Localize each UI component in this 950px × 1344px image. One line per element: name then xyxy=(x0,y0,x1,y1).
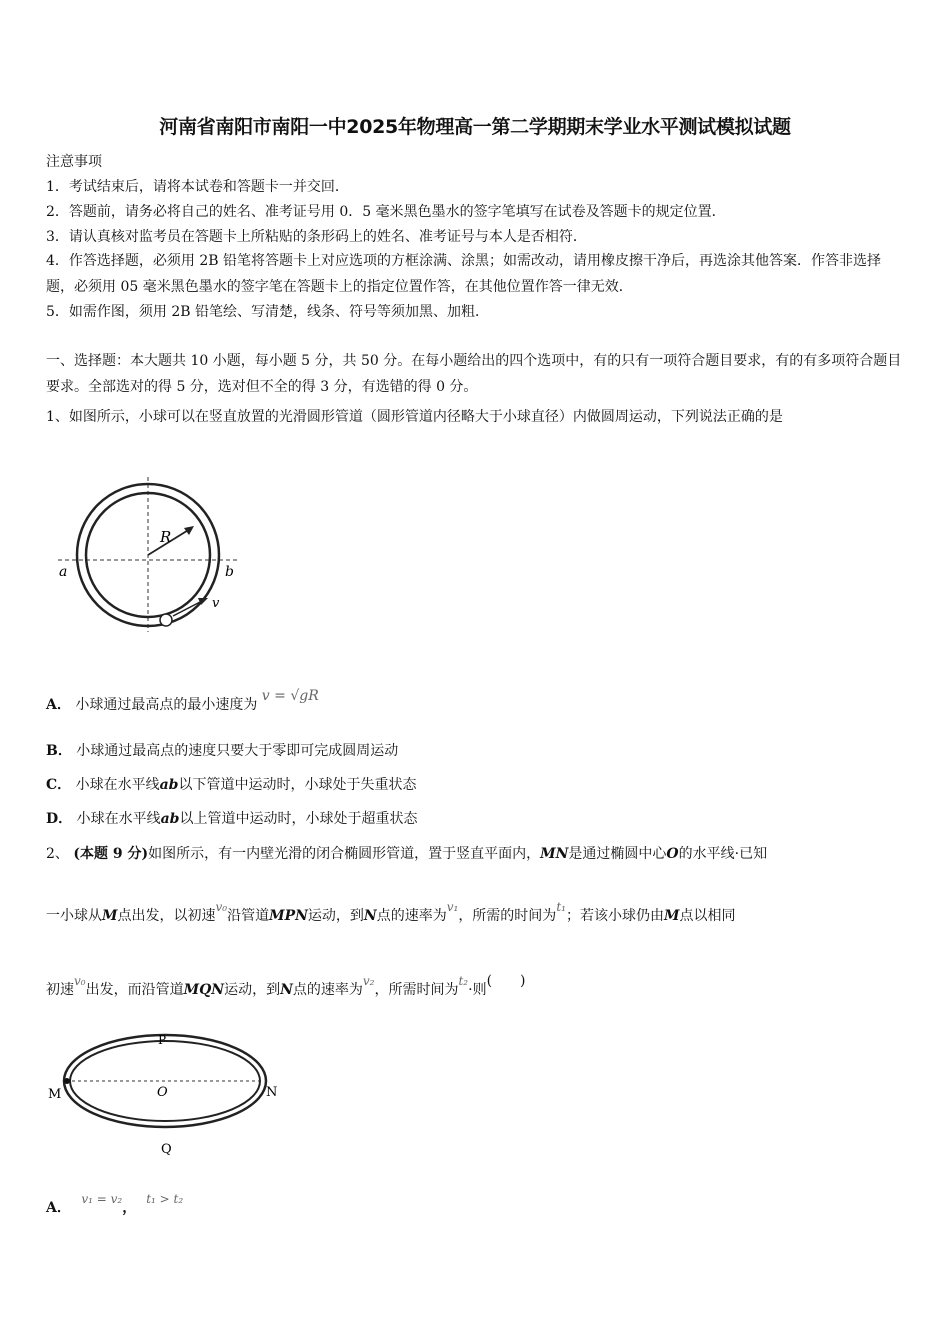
circular-pipe-figure xyxy=(50,472,250,637)
option-label: A． xyxy=(46,697,71,713)
option-label: A． xyxy=(46,1200,71,1216)
stem-text: 点的速率为 xyxy=(376,908,447,924)
q1-option-d[interactable] xyxy=(46,808,417,828)
separator: ， xyxy=(122,1200,137,1216)
question-1-stem: 1、如图所示，小球可以在竖直放置的光滑圆形管道（圆形管道内径略大于小球直径）内做圆周运动，下列说法正确的是 xyxy=(46,409,783,425)
stem-text: 点以相同 xyxy=(679,908,736,924)
stem-text: 点的速率为 xyxy=(292,982,363,998)
q2-option-a[interactable] xyxy=(46,1192,184,1217)
stem-text: 初速 xyxy=(46,982,74,998)
option-text: 小球在水平线 xyxy=(76,811,161,827)
line-mn: MN xyxy=(540,846,569,862)
q1-option-a[interactable] xyxy=(46,688,319,714)
ball xyxy=(160,614,172,626)
center-o: O xyxy=(666,846,679,862)
stem-text: 一小球从 xyxy=(46,908,102,924)
point-n: N xyxy=(363,908,377,924)
option-text: 小球通过最高点的速度只要大于零即可完成圆周运动 xyxy=(76,743,399,759)
velocity-label: v xyxy=(212,596,220,611)
point-m-label: M xyxy=(48,1087,62,1102)
symbol-t2: t₂ xyxy=(458,974,469,988)
point-n-label: N xyxy=(266,1085,278,1100)
line-ab: ab xyxy=(159,777,179,793)
line-ab: ab xyxy=(160,811,180,827)
formula-t1-greater-t2: t₁ > t₂ xyxy=(146,1192,184,1206)
stem-text: 沿管道 xyxy=(227,908,270,924)
point-a-label: a xyxy=(59,564,68,580)
stem-text: 运动，到 xyxy=(224,982,281,998)
stem-text: 是通过椭圆中心 xyxy=(568,846,667,862)
option-text: 以上管道中运动时，小球处于超重状态 xyxy=(179,811,418,827)
stem-text: ，所需时间为 xyxy=(374,982,459,998)
option-text: 以下管道中运动时，小球处于失重状态 xyxy=(178,777,417,793)
elliptical-pipe-figure xyxy=(44,1028,284,1163)
radius-arrowhead xyxy=(184,526,194,535)
note-item: 1．考试结束后，请将本试卷和答题卡一并交回． xyxy=(46,179,349,195)
radius-label: R xyxy=(160,528,172,546)
stem-text: ；若该小球仍由 xyxy=(565,908,664,924)
point-m: M xyxy=(663,908,680,924)
page-title: 河南省南阳市南阳一中2025年物理高一第二学期期末学业水平测试模拟试题 xyxy=(159,116,791,138)
section-heading: 一、选择题：本大题共 10 小题，每小题 5 分，共 50 分。在每小题给出的四个选项中，有的只有一项符合题目要求，有的有多项符合题目要求。全部选对的得 5 分，选对但不全的得 3 分，有选错的得 0 分。 xyxy=(46,353,902,395)
ball-at-m xyxy=(64,1078,70,1084)
question-number: 2、 xyxy=(46,846,69,862)
formula-v-sqrt-gr: v = √gR xyxy=(261,688,319,704)
symbol-v1: v₁ xyxy=(446,900,459,914)
option-label: B． xyxy=(46,743,72,759)
note-item: 4．作答选择题，必须用 2B 铅笔将答题卡上对应选项的方框涂满、涂黑；如需改动，请用橡皮擦干净后，再选涂其他答案．作答非选择题，必须用 05 毫米黑色墨水的签字笔在答题卡上的指定位置作答，在其他位置作答一律无效． xyxy=(46,253,881,295)
path-mqn: MQN xyxy=(183,982,225,998)
stem-text: 的水平线·已知 xyxy=(678,846,768,862)
formula-v1-equals-v2: v₁ = v₂ xyxy=(81,1192,123,1206)
stem-text: 出发，而沿管道 xyxy=(85,982,184,998)
point-p-label: P xyxy=(158,1033,167,1047)
symbol-v0: v₀ xyxy=(74,974,86,988)
q1-option-b[interactable] xyxy=(46,740,398,760)
point-m: M xyxy=(102,908,118,924)
question-2-line-2 xyxy=(46,900,736,925)
stem-text: 运动，到 xyxy=(307,908,364,924)
center-o-label: O xyxy=(157,1085,168,1100)
stem-text: ·则 xyxy=(468,982,487,998)
question-tag: (本题 9 分) xyxy=(73,846,149,862)
notes-heading: 注意事项 xyxy=(46,154,102,170)
q1-option-c[interactable] xyxy=(46,774,416,794)
point-q-label: Q xyxy=(161,1142,172,1157)
path-mpn: MPN xyxy=(269,908,308,924)
stem-text: 点出发，以初速 xyxy=(117,908,216,924)
point-b-label: b xyxy=(225,564,234,580)
question-2-line-1 xyxy=(46,843,767,863)
symbol-v0: v₀ xyxy=(215,900,228,914)
option-label: C． xyxy=(46,777,72,793)
answer-blank: ( ) xyxy=(486,973,526,989)
note-item: 3．请认真核对监考员在答题卡上所粘贴的条形码上的姓名、准考证号与本人是否相符． xyxy=(46,229,587,245)
option-text: 小球通过最高点的最小速度为 xyxy=(75,697,258,713)
symbol-t1: t₁ xyxy=(556,900,566,914)
option-text: 小球在水平线 xyxy=(75,777,160,793)
symbol-v2: v₂ xyxy=(362,974,375,988)
note-item: 2．答题前，请务必将自己的姓名、准考证号用 0．5 毫米黑色墨水的签字笔填写在试卷及答题卡的规定位置． xyxy=(46,204,726,220)
stem-text: 如图所示，有一内壁光滑的闭合椭圆形管道，置于竖直平面内， xyxy=(148,846,541,862)
question-2-line-3 xyxy=(46,973,526,999)
option-label: D． xyxy=(46,811,73,827)
point-n: N xyxy=(280,982,293,998)
note-item: 5．如需作图，须用 2B 铅笔绘、写清楚，线条、符号等须加黑、加粗． xyxy=(46,304,490,320)
stem-text: ，所需的时间为 xyxy=(458,908,557,924)
